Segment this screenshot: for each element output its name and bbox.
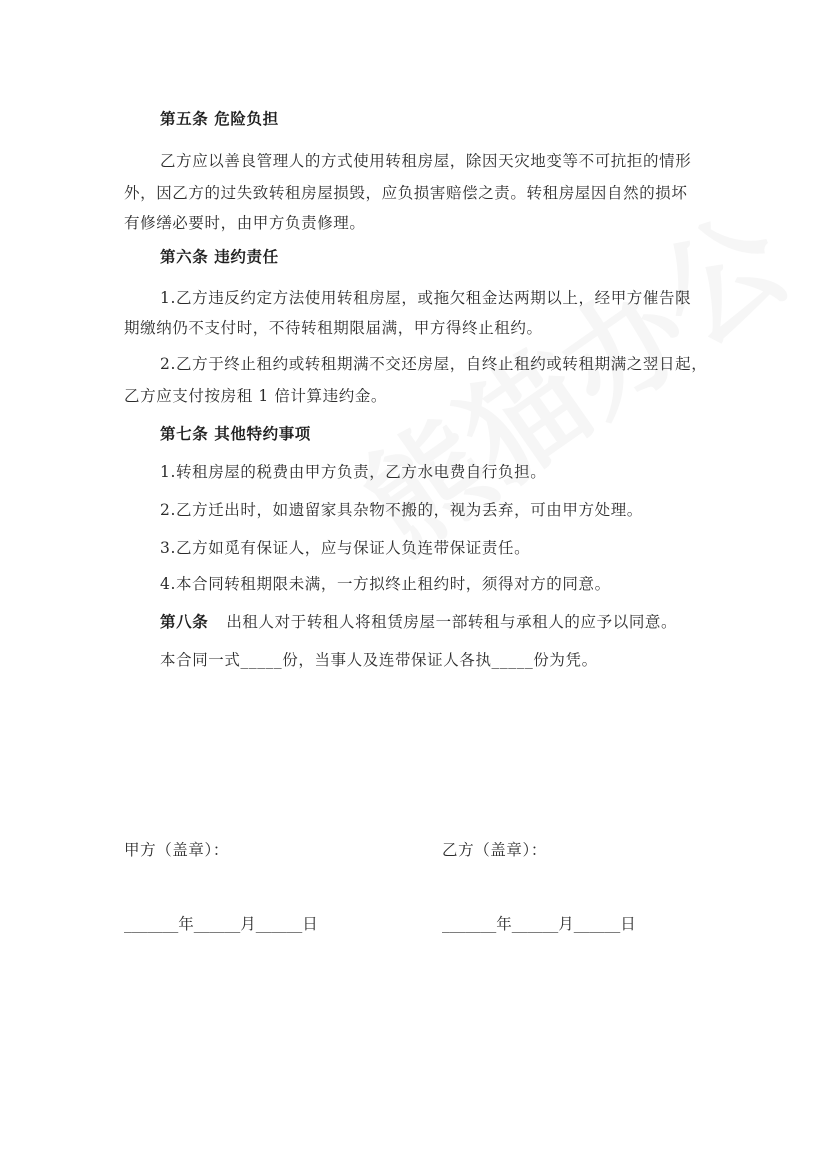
article-5-line-1: 乙方应以善良管理人的方式使用转租房屋，除因天灾地变等不可抗拒的情形: [160, 152, 692, 170]
article-8-text: 出租人对于转租人将租赁房屋一部转租与承租人的应予以同意。: [226, 613, 678, 631]
article-6-item-2-line-1: 2.乙方于终止租约或转租期满不交还房屋，自终止租约或转租期满之翌日起，: [160, 355, 708, 373]
article-5-line-3: 有修缮必要时，由甲方负责修理。: [124, 214, 366, 232]
party-b-seal-label: 乙方（盖章）：: [442, 841, 547, 859]
article-8: [160, 612, 677, 632]
party-a-date: _______年______月______日: [124, 915, 318, 933]
article-7-heading: 第七条 其他特约事项: [160, 424, 311, 443]
article-6-item-1-line-2: 期缴纳仍不支付时，不待转租期限届满，甲方得终止租约。: [124, 319, 543, 337]
article-7-item-4: 4.本合同转租期限未满，一方拟终止租约时，须得对方的同意。: [160, 575, 611, 593]
article-6-heading: 第六条 违约责任: [160, 247, 279, 266]
article-7-item-1: 1.转租房屋的税费由甲方负责，乙方水电费自行负担。: [160, 463, 547, 481]
article-8-heading: 第八条: [160, 612, 209, 631]
article-6-item-1-line-1: 1.乙方违反约定方法使用转租房屋，或拖欠租金达两期以上，经甲方催告限: [160, 289, 692, 307]
article-7-item-2: 2.乙方迁出时，如遗留家具杂物不搬的，视为丢弃，可由甲方处理。: [160, 501, 643, 519]
article-5-line-2: 外，因乙方的过失致转租房屋损毁，应负损害赔偿之责。转租房屋因自然的损坏: [124, 184, 688, 202]
article-6-item-2-line-2: 乙方应支付按房租 1 倍计算违约金。: [124, 387, 388, 405]
article-5-heading: 第五条 危险负担: [160, 109, 279, 128]
article-7-item-3: 3.乙方如觅有保证人，应与保证人负连带保证责任。: [160, 539, 531, 557]
party-a-seal-label: 甲方（盖章）：: [124, 841, 229, 859]
watermark: [324, 168, 816, 584]
copies-clause: 本合同一式_____份，当事人及连带保证人各执_____份为凭。: [160, 651, 598, 669]
party-b-date: _______年______月______日: [442, 915, 636, 933]
